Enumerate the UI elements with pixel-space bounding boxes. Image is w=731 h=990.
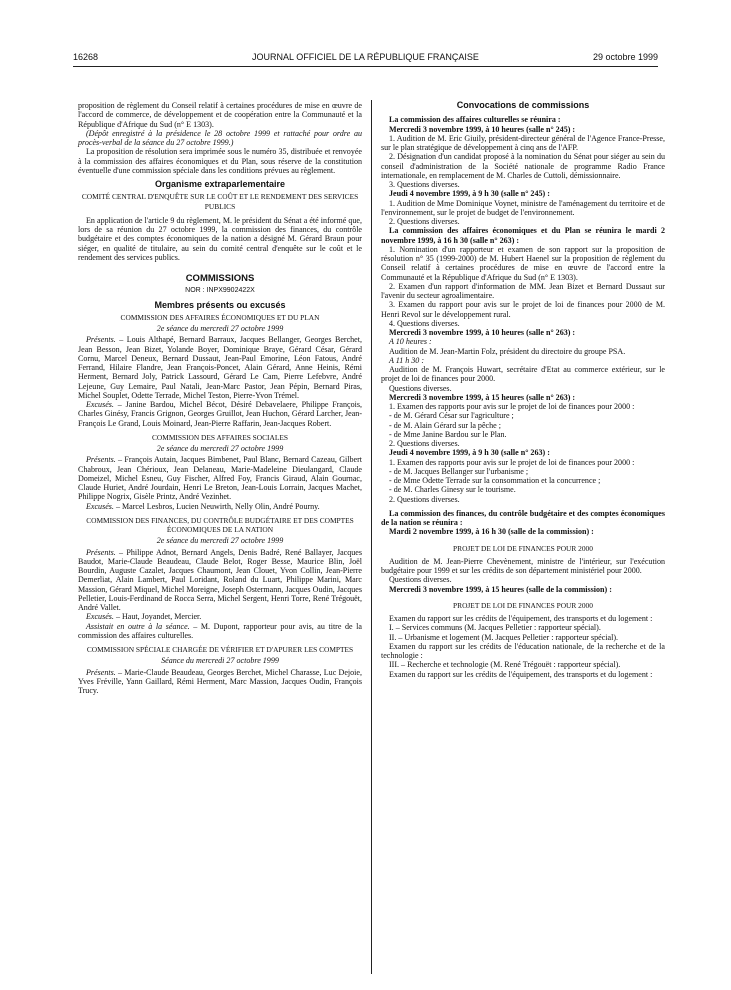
bill-title: PROJET DE LOI DE FINANCES POUR 2000 [453,600,593,610]
agenda-subitem: - de M. Charles Ginesy sur le tourisme. [389,485,516,495]
members-present: Présents. – Marie-Claude Beaudeau, Georges Berchet, Michel Charasse, Luc Dejoie, Yves Fréville, Yann Gaillard, Rémi Herment, Marc Massion, Jacques Oudin, François Trucy. [78,667,362,695]
committee-title: COMMISSION DES AFFAIRES ÉCONOMIQUES ET DU PLAN [120,312,320,322]
agenda-item: 2. Désignation d'un candidat proposé à la nomination du Sénat pour siéger au sein du conseil d'administration de la Société nationale de programme Radio France internationale, en remplacement de M. Charles de Cuttoli, démissionnaire. [381,152,665,180]
agenda-item: 1. Examen des rapports pour avis sur le projet de loi de finances pour 2000 : [389,402,635,411]
agenda-item: 3. Questions diverses. [389,180,460,189]
agenda-subitem: - de Mme Janine Bardou sur le Plan. [389,429,507,439]
agenda-item: III. – Recherche et technologie (M. René Trégouët : rapporteur spécial). [389,660,621,670]
agenda-item: II. – Urbanisme et logement (M. Jacques Pelletier : rapporteur spécial). [389,632,619,642]
agenda-item: 2. Questions diverses. [389,494,460,504]
committee-title: COMITÉ CENTRAL D'ENQUÊTE SUR LE COÛT ET LE RENDEMENT DES SERVICES PUBLICS [81,192,359,211]
time-slot: A 11 h 30 : [389,355,425,365]
bill-title: PROJET DE LOI DE FINANCES POUR 2000 [453,543,593,553]
members-present: Présents. – Philippe Adnot, Bernard Angels, Denis Badré, René Ballayer, Jacques Baudot, Marie-Claude Beaudeau, Claude Belot, Roger Besse, Maurice Blin, Joël Bourdin, Auguste Cazalet, Jacques Chaumont, Jean Clouet, Yvon Collin, Jean-Pierre Demerliat, Alain Lambert, Paul Loridant, Roland du Luart, Philippe Marini, Marc Massion, Gérard Miquel, Michel Moreigne, Joseph Ostermann, Jacques Oudin, Jacques Pelletier, Louis-Ferdinand de Rocca Serra, Michel Sergent, Henri Torre, René Trégouët, André Vallet. [78,547,362,612]
agenda-subitem: - de M. Gérard César sur l'agriculture ; [389,411,514,421]
members-present: Présents. – Louis Althapé, Bernard Barraux, Jacques Bellanger, Georges Berchet, Jean Besson, Jean Bizet, Yolande Boyer, Dominique Braye, Gérard César, Gérard Cornu, Marcel Deneux, Bernard Dussaut, Jean-Paul Emorine, Léon Fatous, André Ferrand, Hilaire Flandre, Jean François-Poncet, Alain Gérard, Anne Heinis, Rémi Herment, Bernard Joly, Patrick Lassourd, Gérard Le Cam, Pierre Lefebvre, André Lejeune, Guy Lemaire, Paul Natali, Jean-Marc Pastor, Jean Pépin, Bernard Piras, Michel Souplet, Odette Terrade, Michel Teston, Pierre-Yvon Trémel. [78,335,362,400]
members-present: Présents. – François Autain, Jacques Bimbenet, Paul Blanc, Bernard Cazeau, Gilbert Chabroux, Jean Chérioux, Jean Delaneau, Marie-Madeleine Dieulangard, Claude Domeizel, Michel Esneu, Guy Fischer, Alfred Foy, Francis Giraud, Alain Gournac, Claude Huriet, André Jourdain, Henri Le Breton, Jean-Louis Lorrain, Jacques Machet, Philippe Nogrix, Gisèle Printz, André Vezinhet. [78,455,362,502]
agenda-item: 2. Examen d'un rapport d'information de MM. Jean Bizet et Bernard Dussaut sur l'avenir du secteur agroalimentaire. [381,281,665,300]
section-heading: Organisme extraparlementaire [154,179,286,189]
agenda-item: Questions diverses. [389,575,452,585]
agenda-item: 1. Audition de Mme Dominique Voynet, ministre de l'aménagement du territoire et de l'environnement, sur le projet de budget de l'environnement. [381,198,665,217]
agenda-item: Questions diverses. [389,383,452,393]
agenda-item: Audition de M. Jean-Pierre Chevènement, ministre de l'intérieur, sur l'exécution budgétaire pour 1999 et sur les crédits de son département ministériel pour 2000. [381,556,665,575]
journal-title: JOURNAL OFFICIEL DE LA RÉPUBLIQUE FRANÇAISE [252,52,479,62]
issue-date: 29 octobre 1999 [592,52,658,62]
members-excused: Excusés. – Haut, Joyandet, Mercier. [86,612,202,622]
agenda-item: Audition de M. Jean-Martin Folz, président du directoire du groupe PSA. [389,346,626,356]
agenda-item: 1. Nomination d'un rapporteur et examen de son rapport sur la proposition de résolution n° 35 (1999-2000) de M. Hubert Haenel sur la proposition de règlement du Conseil relatif à certaines procédures de mise en œuvre de l'accord entre la Communauté et la République d'Afrique du Sud (n° E 1303). [381,244,665,282]
commission-convocation: La commission des affaires économiques et du Plan se réunira le mardi 2 novembre 1999, à 16 h 30 (salle n° 263) : [381,226,665,245]
section-heading: Convocations de commissions [456,100,590,110]
agenda-item: Audition de M. François Huwart, secrétaire d'Etat au commerce extérieur, sur le projet de loi de finances pour 2000. [381,365,665,384]
session-label: 2e séance du mercredi 27 octobre 1999 [156,324,284,333]
agenda-subitem: - de Mme Odette Terrade sur la consommation et la concurrence ; [389,476,601,485]
meeting-date: Jeudi 4 novembre 1999, à 9 h 30 (salle n° 245) : [389,189,550,199]
agenda-item: 2. Questions diverses. [389,439,460,448]
agenda-item: 4. Questions diverses. [389,318,460,328]
session-label: Séance du mercredi 27 octobre 1999 [161,656,279,666]
paragraph: En application de l'article 9 du règlement, M. le président du Sénat a été informé que, lors de sa réunion du 27 octobre 1999, la commission des finances, du contrôle budgétaire et des comptes économiques de la nation a désigné M. Gérard Braun pour siéger, en qualité de titulaire, au sein du comité central d'enquête sur le coût et le rendement des services publics. [78,215,362,262]
members-excused: Excusés. – Janine Bardou, Michel Bécot, Désiré Debavelaere, Philippe François, Charles Ginésy, Francis Grignon, Georges Gruillot, Jean Huchon, Gérard Larcher, Jean-François Le Grand, Louis Moinard, Jean-Pierre Raffarin, Jean-Jacques Robert. [78,400,362,428]
agenda-item: 2. Questions diverses. [389,217,460,226]
committee-title: COMMISSION SPÉCIALE CHARGÉE DE VÉRIFIER ET D'APURER LES COMPTES [86,645,354,654]
agenda-item: 3. Examen du rapport pour avis sur le projet de loi de finances pour 2000 de M. Henri Revol sur le développement rural. [381,300,665,319]
members-attending: Assistait en outre à la séance. – M. Dupont, rapporteur pour avis, au titre de la commission des affaires culturelles. [78,621,362,640]
agenda-item: Examen du rapport sur les crédits de l'équipement, des transports et du logement : [389,614,653,623]
meeting-date: Jeudi 4 novembre 1999, à 9 h 30 (salle n° 263) : [389,448,550,458]
session-label: 2e séance du mercredi 27 octobre 1999 [156,444,284,453]
agenda-item: 1. Examen des rapports pour avis sur le projet de loi de finances pour 2000 : [389,457,635,467]
paragraph: proposition de règlement du Conseil relatif à certaines procédures de mise en œuvre de l'accord de commerce, de développement et de coopération entre la Communauté et la République d'Afrique du Sud (n° E 1303). [78,101,362,129]
meeting-date: Mercredi 3 novembre 1999, à 15 heures (salle de la commission) : [389,584,612,594]
nor-reference: NOR : INPX9902422X [185,287,255,295]
page-number: 16268 [73,52,99,62]
agenda-item: I. – Services communs (M. Jacques Pelletier : rapporteur spécial). [389,623,601,633]
members-excused: Excusés. – Marcel Lesbros, Lucien Neuwirth, Nelly Olin, André Pourny. [86,501,320,511]
committee-title: COMMISSION DES FINANCES, DU CONTRÔLE BUDGÉTAIRE ET DES COMPTES ÉCONOMIQUES DE LA NATION [86,515,354,534]
section-heading: Membres présents ou excusés [154,299,286,310]
meeting-date: Mercredi 3 novembre 1999, à 10 heures (salle n° 263) : [389,328,576,337]
page-header [73,52,658,66]
meeting-date: Mercredi 3 novembre 1999, à 10 heures (salle n° 245) : [389,124,576,134]
agenda-subitem: - de M. Alain Gérard sur la pêche ; [389,420,501,430]
column-divider [371,100,372,974]
left-column [78,101,362,695]
commission-convocation: La commission des affaires culturelles se réunira : [389,115,561,125]
time-slot: A 10 heures : [389,337,432,347]
meeting-date: Mercredi 3 novembre 1999, à 15 heures (salle n° 263) : [389,392,576,402]
committee-title: COMMISSION DES AFFAIRES SOCIALES [151,432,288,442]
paragraph-italic: (Dépôt enregistré à la présidence le 28 octobre 1999 et rattaché pour ordre au procès-verbal de la séance du 27 octobre 1999.) [78,128,362,147]
agenda-subitem: - de M. Jacques Bellanger sur l'urbanisme ; [389,466,529,476]
agenda-item: Examen du rapport sur les crédits de l'équipement, des transports et du logement : [389,669,653,679]
meeting-date: Mardi 2 novembre 1999, à 16 h 30 (salle de la commission) : [389,527,594,537]
paragraph: La proposition de résolution sera imprimée sous le numéro 35, distribuée et renvoyée à la commission des affaires économiques et du Plan, sous réserve de la constitution éventuelle d'une commission spéciale dans les conditions prévues au règlement. [78,147,362,175]
commission-convocation: La commission des finances, du contrôle budgétaire et des comptes économiques de la nation se réunira : [381,508,665,527]
header-rule [73,66,658,67]
section-heading: COMMISSIONS [185,273,255,284]
agenda-item: 1. Audition de M. Eric Giuily, président-directeur général de l'Agence France-Presse, sur le plan stratégique de développement à cinq ans de l'AFP. [381,133,665,152]
session-label: 2e séance du mercredi 27 octobre 1999 [156,536,284,546]
right-column [381,101,665,679]
agenda-item: Examen du rapport sur les crédits de l'éducation nationale, de la recherche et de la technologie : [381,641,665,660]
